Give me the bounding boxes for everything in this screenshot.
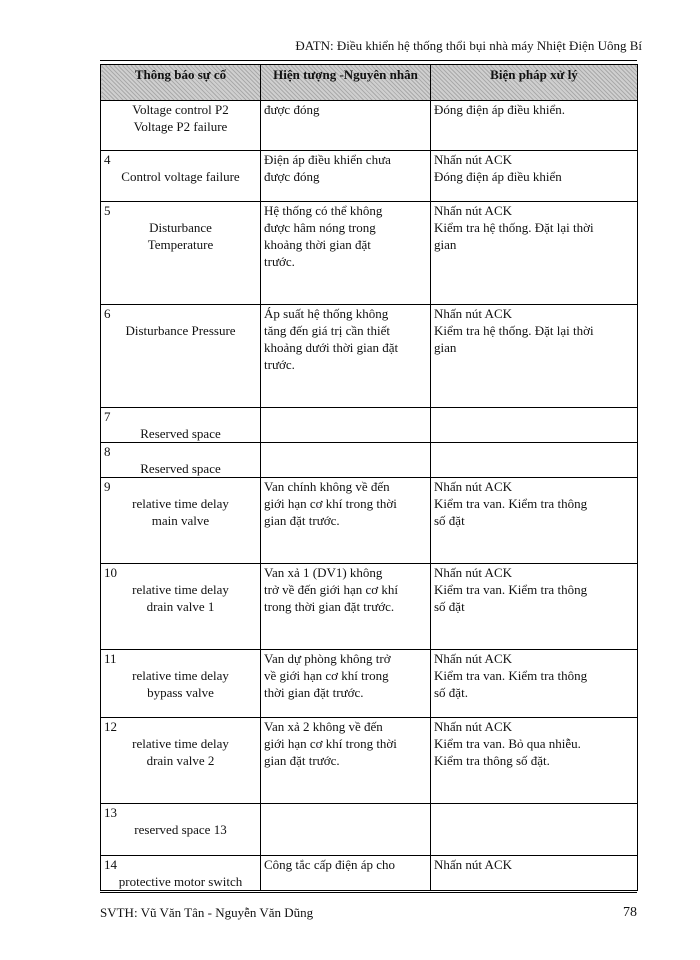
footer-authors: SVTH: Vũ Văn Tân - Nguyễn Văn Dũng [100,905,314,920]
cause-cell: được đóng [261,101,431,151]
page-number: 78 [623,905,637,920]
action-cell: Nhấn nút ACK Kiểm tra van. Kiểm tra thông số đặt [431,564,638,650]
table-row [101,305,638,408]
table-row [101,408,638,443]
table-row [101,804,638,856]
page-header-title: ĐATN: Điều khiển hệ thống thổi bụi nhà máy Nhiệt Điện Uông Bí [295,38,642,53]
fault-name: Voltage control P2 Voltage P2 failure [132,102,229,134]
fault-name: reserved space 13 [134,822,227,837]
action-cell [431,408,638,443]
fault-name: relative time delay bypass valve [132,668,229,700]
footer-divider [100,892,637,893]
fault-name: Disturbance Temperature [147,220,214,252]
fault-number: 14 [104,857,117,872]
table-row [101,101,638,151]
table-row [101,443,638,478]
table-row [101,650,638,718]
cause-cell: Công tắc cấp điện áp cho [261,856,431,891]
header-divider [100,60,637,61]
table-row [101,151,638,202]
action-cell [431,443,638,478]
cause-cell: Áp suất hệ thống không tăng đến giá trị cần thiết khoảng dưới thời gian đặt trước. [261,305,431,408]
fault-number: 9 [104,479,111,494]
fault-cell [101,101,261,151]
table-header-row [101,65,638,101]
cause-cell: Van xả 2 không về đến giới hạn cơ khí trong thời gian đặt trước. [261,718,431,804]
fault-name: Control voltage failure [121,169,240,184]
fault-name: relative time delay main valve [132,496,229,528]
fault-cell [101,564,261,650]
fault-number: 4 [104,152,111,167]
fault-number: 6 [104,306,111,321]
table-row [101,202,638,305]
cause-cell [261,408,431,443]
fault-cell [101,202,261,305]
fault-cell [101,804,261,856]
cause-cell [261,443,431,478]
column-header-cause: Hiện tượng -Nguyên nhân [261,65,431,101]
fault-cell [101,408,261,443]
table-row [101,478,638,564]
action-cell: Nhấn nút ACK Kiểm tra van. Kiểm tra thông số đặt [431,478,638,564]
action-cell: Nhấn nút ACK Kiểm tra hệ thống. Đặt lại thời gian [431,202,638,305]
action-cell: Nhấn nút ACK Kiểm tra hệ thống. Đặt lại thời gian [431,305,638,408]
fault-name: protective motor switch [118,874,243,889]
fault-name: Disturbance Pressure [125,323,236,338]
cause-cell [261,804,431,856]
fault-cell [101,856,261,891]
fault-cell [101,478,261,564]
fault-table [100,64,638,891]
fault-cell [101,718,261,804]
fault-name: Reserved space [140,426,221,441]
fault-number: 11 [104,651,117,666]
cause-cell: Van chính không về đến giới hạn cơ khí trong thời gian đặt trước. [261,478,431,564]
action-cell: Đóng điện áp điều khiển. [431,101,638,151]
action-cell: Nhấn nút ACK Kiểm tra van. Bỏ qua nhiễu. Kiểm tra thông số đặt. [431,718,638,804]
fault-cell [101,305,261,408]
fault-cell [101,151,261,202]
action-cell: Nhấn nút ACK Đóng điện áp điều khiển [431,151,638,202]
fault-number: 13 [104,805,117,820]
cause-cell: Hệ thống có thể không được hâm nóng trong khoảng thời gian đặt trước. [261,202,431,305]
column-header-fault: Thông báo sự cố [101,65,261,101]
fault-cell [101,650,261,718]
table-row [101,856,638,891]
fault-name: relative time delay drain valve 2 [132,736,229,768]
fault-number: 5 [104,203,111,218]
fault-number: 10 [104,565,117,580]
fault-name: Reserved space [140,461,221,476]
cause-cell: Van xả 1 (DV1) không trở về đến giới hạn cơ khí trong thời gian đặt trước. [261,564,431,650]
action-cell: Nhấn nút ACK Kiểm tra van. Kiểm tra thông số đặt. [431,650,638,718]
table-row [101,718,638,804]
cause-cell: Van dự phòng không trở về giới hạn cơ khí trong thời gian đặt trước. [261,650,431,718]
fault-cell [101,443,261,478]
fault-number: 7 [104,409,111,424]
fault-number: 12 [104,719,117,734]
table-row [101,564,638,650]
cause-cell: Điện áp điều khiển chưa được đóng [261,151,431,202]
column-header-action: Biện pháp xử lý [431,65,638,101]
fault-number: 8 [104,444,111,459]
action-cell [431,804,638,856]
fault-name: relative time delay drain valve 1 [132,582,229,614]
action-cell: Nhấn nút ACK [431,856,638,891]
